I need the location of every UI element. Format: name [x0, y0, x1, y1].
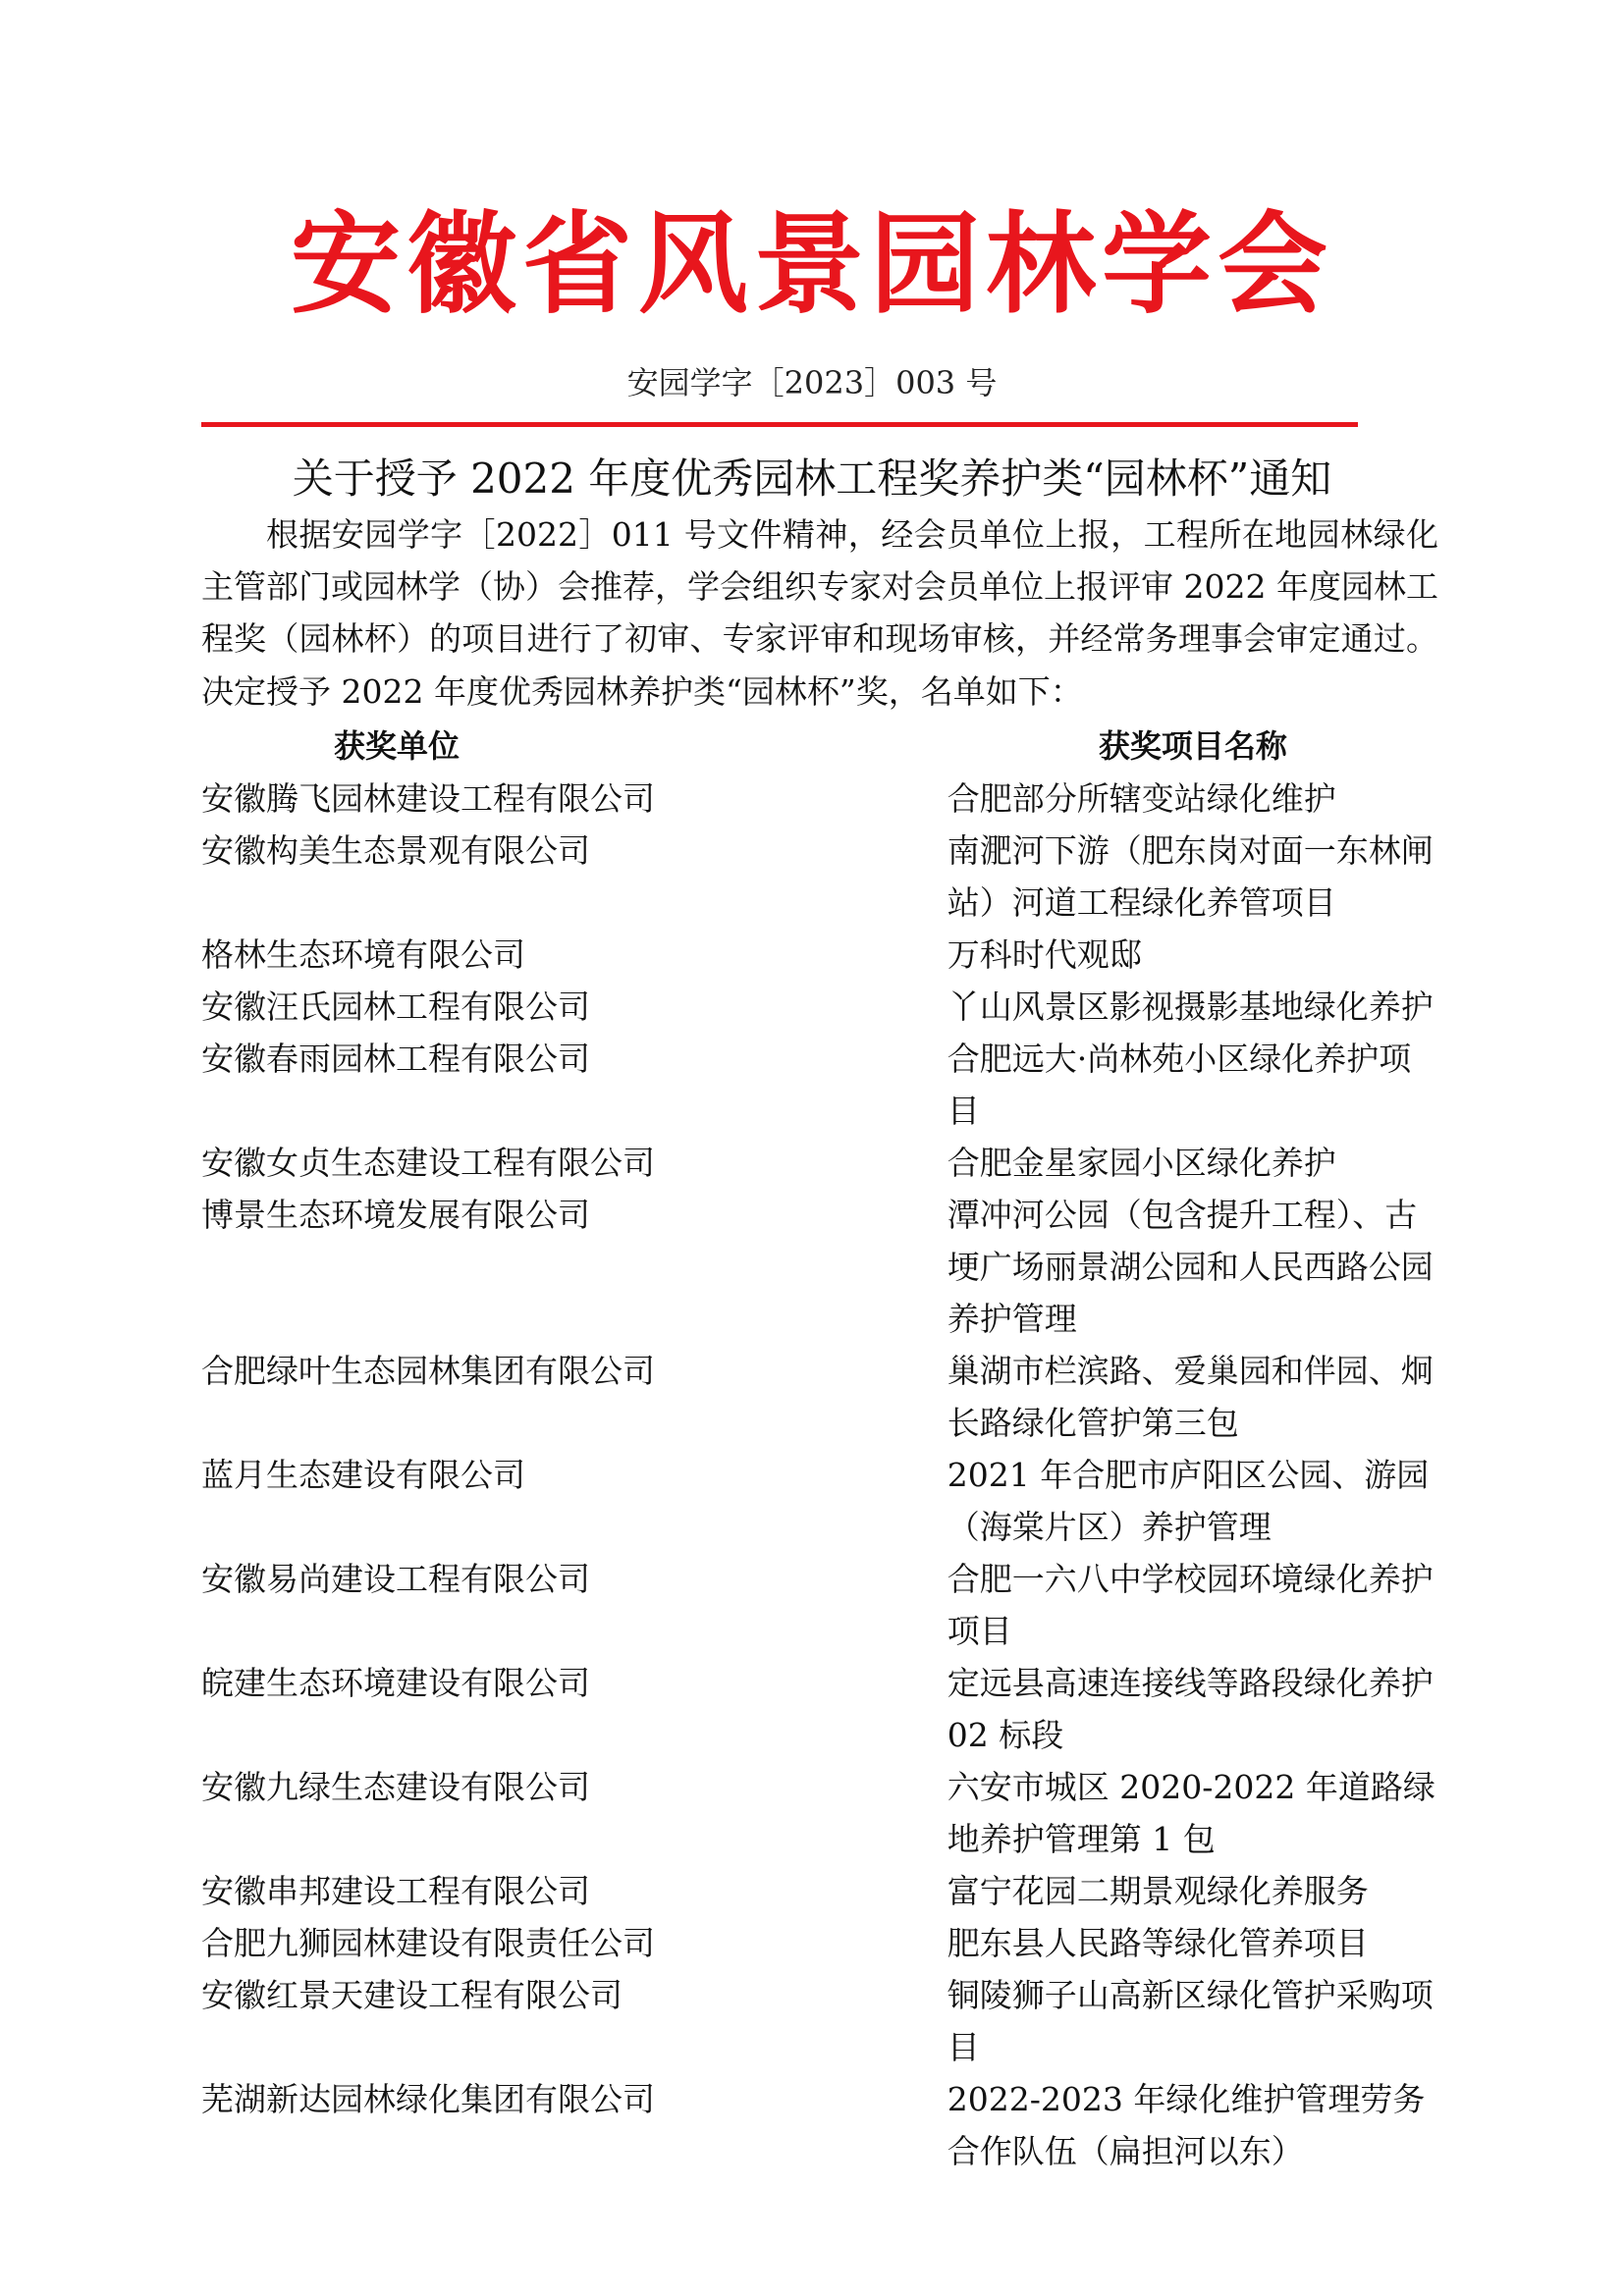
award-unit-cell: 安徽女贞生态建设工程有限公司 [201, 1144, 655, 1182]
table-row [201, 2073, 1438, 2177]
award-project-cell: 合肥远大·尚林苑小区绿化养护项目 [947, 1040, 1412, 1130]
award-unit-cell: 安徽春雨园林工程有限公司 [201, 1040, 590, 1078]
award-unit-cell: 安徽腾飞园林建设工程有限公司 [201, 779, 655, 818]
table-row [201, 1553, 1438, 1657]
award-table-body [201, 773, 1438, 2177]
red-divider [201, 422, 1358, 427]
award-unit-cell: 合肥绿叶生态园林集团有限公司 [201, 1352, 655, 1390]
table-row [201, 1345, 1438, 1449]
award-unit-cell: 博景生态环境发展有限公司 [201, 1196, 590, 1234]
table-row [201, 981, 1438, 1033]
award-unit-cell: 安徽构美生态景观有限公司 [201, 831, 590, 870]
table-row [201, 1449, 1438, 1553]
org-title: 安徽省风景园林学会 [291, 201, 1333, 329]
award-project-cell: 定远县高速连接线等路段绿化养护 02 标段 [947, 1664, 1434, 1754]
award-project-cell: 潭冲河公园（包含提升工程）、古埂广场丽景湖公园和人民西路公园养护管理 [947, 1196, 1434, 1338]
award-unit-cell: 格林生态环境有限公司 [201, 935, 525, 974]
award-unit-cell: 芜湖新达园林绿化集团有限公司 [201, 2080, 655, 2118]
award-project-cell: 巢湖市栏滨路、爱巢园和伴园、炯长路绿化管护第三包 [947, 1352, 1434, 1442]
award-project-cell: 2022-2023 年绿化维护管理劳务合作队伍（扁担河以东） [947, 2080, 1426, 2170]
table-row [201, 1189, 1438, 1345]
header-award-unit: 获奖单位 [334, 727, 460, 765]
award-table-header [201, 721, 1438, 773]
table-row [201, 1761, 1438, 1865]
award-unit-cell: 蓝月生态建设有限公司 [201, 1456, 525, 1494]
award-project-cell: 丫山风景区影视摄影基地绿化养护 [947, 988, 1434, 1026]
notice-body: 根据安园学字［2022］011 号文件精神，经会员单位上报，工程所在地园林绿化主管部门或园林学（协）会推荐，学会组织专家对会员单位上报评审 2022 年度园林工程奖（园林杯）的项目进行了初审、专家评审和现场审核，并经常务理事会审定通过。决定授予 2022 年度优秀园林养护类“园林杯”奖，名单如下： [201, 515, 1438, 711]
award-unit-cell: 安徽红景天建设工程有限公司 [201, 1976, 623, 2014]
award-project-cell: 2021 年合肥市庐阳区公园、游园（海棠片区）养护管理 [947, 1456, 1430, 1546]
table-row [201, 929, 1438, 981]
award-project-cell: 合肥部分所辖变站绿化维护 [947, 779, 1336, 818]
award-project-cell: 肥东县人民路等绿化管养项目 [947, 1924, 1369, 1962]
award-unit-cell: 合肥九狮园林建设有限责任公司 [201, 1924, 655, 1962]
award-unit-cell: 皖建生态环境建设有限公司 [201, 1664, 590, 1702]
award-unit-cell: 安徽九绿生态建设有限公司 [201, 1768, 590, 1806]
table-row [201, 1865, 1438, 1917]
award-unit-cell: 安徽易尚建设工程有限公司 [201, 1560, 590, 1598]
table-row [201, 1917, 1438, 1969]
table-row [201, 825, 1438, 929]
award-project-cell: 万科时代观邸 [947, 935, 1142, 974]
table-row [201, 1137, 1438, 1189]
award-project-cell: 铜陵狮子山高新区绿化管护采购项目 [947, 1976, 1434, 2066]
award-project-cell: 南淝河下游（肥东岗对面一东林闸站）河道工程绿化养管项目 [947, 831, 1434, 922]
table-row [201, 773, 1438, 825]
table-row [201, 1657, 1438, 1761]
table-row [201, 1969, 1438, 2073]
award-table [201, 721, 1438, 2177]
table-row [201, 1033, 1438, 1137]
award-project-cell: 合肥金星家园小区绿化养护 [947, 1144, 1336, 1182]
award-project-cell: 合肥一六八中学校园环境绿化养护项目 [947, 1560, 1434, 1650]
award-project-cell: 富宁花园二期景观绿化养服务 [947, 1872, 1369, 1910]
doc-number: 安园学字［2023］003 号 [626, 364, 998, 401]
award-unit-cell: 安徽串邦建设工程有限公司 [201, 1872, 590, 1910]
notice-title: 关于授予 2022 年度优秀园林工程奖养护类“园林杯”通知 [292, 454, 1332, 503]
header-award-project: 获奖项目名称 [1098, 727, 1287, 765]
award-project-cell: 六安市城区 2020-2022 年道路绿地养护管理第 1 包 [947, 1768, 1435, 1858]
award-unit-cell: 安徽汪氏园林工程有限公司 [201, 988, 590, 1026]
